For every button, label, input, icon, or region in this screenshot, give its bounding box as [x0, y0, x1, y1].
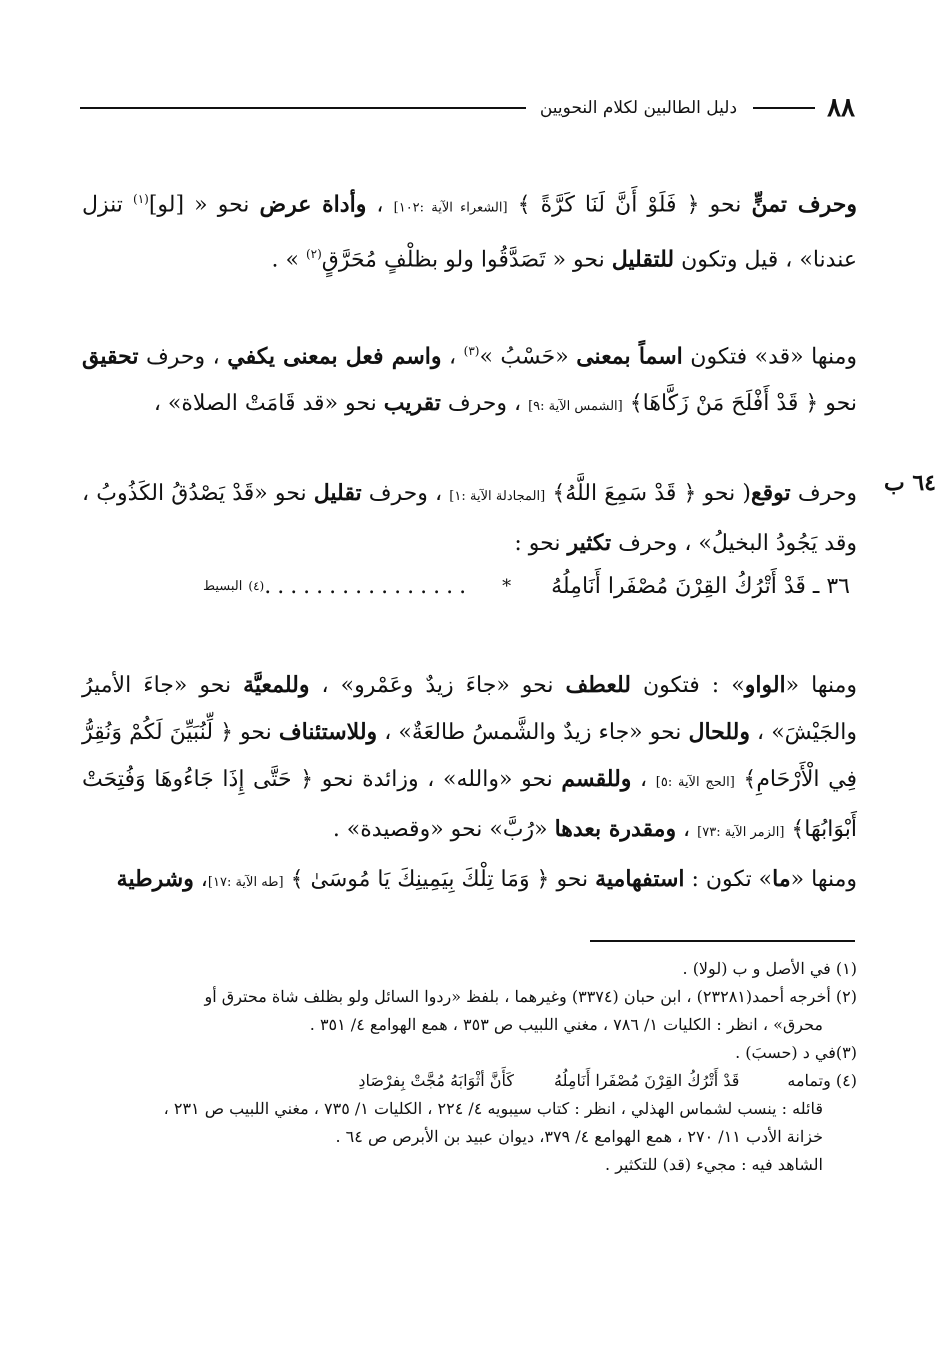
bold-term: واسم فعل بمعنى يكفي [227, 343, 442, 370]
text-run: «حَسْبُ » [479, 344, 577, 370]
text-run: ومنها « [785, 673, 858, 698]
footnote-marker: (٣) [463, 344, 480, 358]
verse-reference: [الزمر الآية :٧٣] [697, 825, 785, 840]
text-run: نحو ﴿ فَلَوْ أَنَّ لَنَا كَرَّةً ﴾ [507, 192, 752, 218]
footnote-2-continued: محرق» ، انظر : الكليات ١/ ٧٨٦ ، مغني اللبيب ص ٣٥٣ ، همع الهوامع ٤/ ٣٥١ . [309, 1015, 823, 1034]
footnote-1: (١) في الأصل و ب (لولا) . [682, 959, 857, 978]
text-run: نحو : [514, 531, 568, 556]
text-run: نحو ﴿ لِّنُبَيِّنَ لَكُمْ وَنُقِرُّ فِي الْأَرْحَامِ﴾ [82, 720, 858, 792]
text-run: تنزل عندنا» ، قيل وتكون [82, 192, 857, 273]
text-run: ومنها «قد» فتكون [682, 344, 858, 370]
footnote-marker: (٤) [248, 579, 265, 593]
text-run: ، [631, 767, 656, 792]
verse-hemistich: ٣٦ ـ قَدْ أَتْرُكُ القِرْنَ مُصْفَرا أَنَامِلُهُ [551, 573, 850, 599]
text-run: نحو «والله» ، وزائدة نحو ﴿ حَتَّى إِذَا جَاءُوهَا وَفُتِحَتْ أَبْوَابُهَا﴾ [82, 767, 857, 842]
text-run: ، وحرف [138, 344, 228, 370]
text-run: نحو «قَدْ يَصْدُقُ الكَذُوبُ ، وقد يَجُودُ البخيلُ» ، وحرف [82, 481, 857, 556]
footnotes [82, 955, 857, 1179]
bold-term: ما [772, 866, 791, 892]
footnote-4-hemistich-1: قَدْ أَتْرُكُ القِرْنَ مُصْفَرا أَنَامِلُهُ [554, 1071, 740, 1090]
text-run: ، وحرف [440, 391, 529, 417]
header-rule-right [753, 107, 815, 109]
bold-term: وللحال [688, 719, 750, 745]
page-number: ٨٨ [827, 93, 855, 123]
book-title: دليل الطالبين لكلام النحويين [539, 98, 738, 118]
text-run: ، [193, 867, 208, 892]
paragraph-4 [82, 662, 857, 906]
verse-separator: * [502, 575, 512, 597]
bold-term: تحقيق [82, 343, 139, 370]
text-run: نحو «جاءَ الأميرُ والجَيْشَ» ، [82, 673, 858, 745]
footnote-marker: (١) [133, 192, 149, 206]
text-run: ، [366, 192, 394, 218]
header-rule-left [80, 107, 526, 109]
bold-term: تكثير [567, 530, 612, 556]
bold-term: ومقدرة بعدها [554, 816, 677, 842]
footnote-4 [82, 1067, 857, 1095]
verse-ellipsis: ................ [264, 573, 473, 599]
text-run: » تكون : [684, 867, 773, 892]
bold-term: وللقسم [561, 766, 632, 792]
verse-reference: [الشمس الآية :٩] [528, 399, 623, 415]
text-run: نحو ﴿ قَدْ أَفْلَحَ مَنْ زَكَّاهَا﴾ [622, 391, 857, 417]
text-run: ( نحو ﴿ قَدْ سَمِعَ اللَّهُ﴾ [545, 481, 751, 506]
bold-term: وحرف تمنٍّ [751, 191, 857, 218]
page-header [80, 88, 855, 128]
verse-reference: [المجادلة الآية :١] [449, 489, 546, 504]
text-run: نحو «جاء زيدٌ والشَّمسُ طالعَةٌ» ، [377, 720, 689, 745]
footnote-4-sources: خزانة الأدب ١١/ ٢٧٠ ، همع الهوامع ٤/ ٣٧٩، ديوان عبيد بن الأبرص ص ٦٤ . [335, 1127, 823, 1146]
text-run: » : فتكون [630, 673, 745, 698]
paragraph-3 [82, 470, 857, 567]
footnote-4-attribution: قائله : ينسب لشماس الهذلي ، انظر : كتاب سيبويه ٤/ ٢٢٤ ، الكليات ١/ ٧٣٥ ، مغني اللبيب ص ٢٣١ ، [163, 1099, 823, 1118]
text-run: وحرف [790, 481, 857, 506]
text-run: ، وحرف [361, 481, 450, 506]
bold-term: للعطف [565, 672, 631, 698]
footnote-4-label: (٤) وتمامه [787, 1071, 857, 1090]
footnote-separator [590, 940, 855, 942]
poetry-verse [130, 566, 850, 606]
text-run: ، [676, 817, 698, 842]
bold-term: وشرطية [116, 866, 194, 892]
bold-term: وأداة عرض [259, 191, 367, 218]
poetic-meter: البسيط [203, 578, 243, 594]
verse-reference: [الشعراء الآية :١٠٢] [393, 200, 508, 216]
text-run: نحو ﴿ وَمَا تِلْكَ بِيَمِينِكَ يَا مُوسَىٰ ﴾ [283, 867, 596, 892]
verse-reference: [الحج الآية :٥] [655, 775, 735, 790]
text-run: نحو « [لو] [148, 192, 260, 218]
bold-term: للتقليل [611, 246, 675, 273]
bold-term: وللمعيَّة [243, 672, 310, 698]
bold-term: تقليل [313, 480, 362, 506]
manuscript-folio-note: ٦٤ ب [883, 470, 936, 496]
footnote-4-hemistich-2: كَأَنَّ أثْوَابَهُ مُجَّتْ بِفرْصَادِ [358, 1071, 515, 1090]
text-run: ومنها « [790, 867, 857, 892]
text-run: نحو «قد قَامَتْ الصلاة» ، [153, 391, 384, 417]
bold-term: تقريب [383, 390, 441, 417]
verse-reference: [طه الآية :١٧] [207, 875, 284, 890]
bold-term: توقع [750, 480, 791, 506]
bold-term: الواو [744, 672, 786, 698]
footnote-4-evidence: الشاهد فيه : مجيء (قد) للتكثير . [605, 1155, 823, 1174]
text-run: «رُبَّ» نحو «وقصيدة» . [332, 817, 555, 842]
footnote-3: (٣)في د (حسبَ) . [735, 1043, 857, 1062]
bold-term: وللاستئناف [278, 719, 378, 745]
bold-term: استفهامية [595, 866, 685, 892]
text-run: نحو «جاءَ زيدٌ وعَمْرو» ، [309, 673, 566, 698]
text-run: نحو « تَصَدَّقُوا ولو بظلْفٍ مُحَرَّقٍ [321, 247, 612, 273]
text-run: ، [441, 344, 464, 370]
paragraph-1 [82, 176, 857, 284]
footnote-2: (٢) أخرجه أحمد(٢٣٢٨١) ، ابن حبان (٣٣٧٤) وغيرهما ، بلفظ «ردوا السائل ولو بظلف شاة محترق أو [204, 987, 857, 1006]
paragraph-2 [82, 328, 857, 430]
bold-term: اسماً بمعنى [576, 343, 683, 370]
footnote-marker: (٢) [305, 247, 322, 262]
text-run: » . [271, 247, 306, 273]
